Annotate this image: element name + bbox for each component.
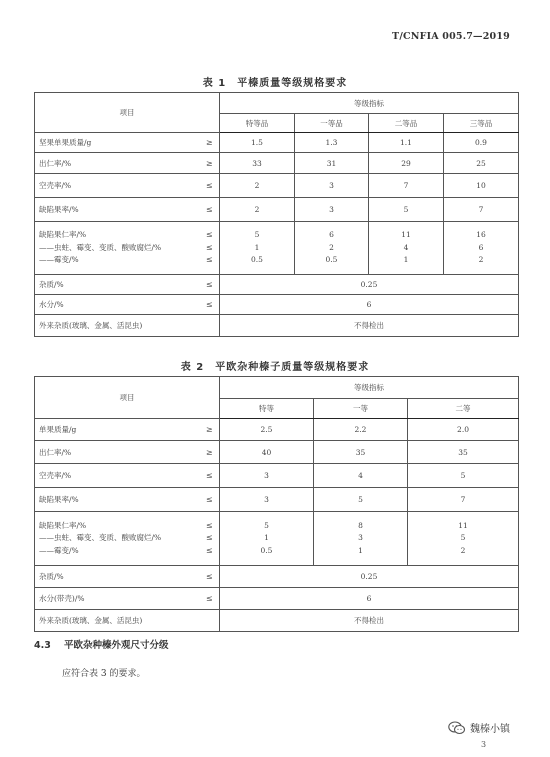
table2-head-item: 项目 [35,377,220,419]
table-cell: 2 [460,545,466,555]
comparison-symbol: ≥ [200,419,220,441]
comparison-symbol: ≤ [200,464,220,488]
table-row [35,198,519,222]
table-cell: 1 [264,533,269,543]
table-row [35,275,519,295]
table-cell: 0.5 [251,255,263,265]
row-label: 水分/% [35,295,200,315]
table-cell: 35 [408,441,519,464]
comparison-symbol: ≤ [200,198,220,222]
table-cell: 3 [358,533,363,543]
table1 [34,92,519,337]
table-cell: 2 [220,198,295,222]
table-cell: 0.25 [220,566,519,588]
section-number: 4.3 [34,640,51,651]
comparison-symbol: ≤ [205,545,213,555]
comparison-symbol: ≤ [205,533,213,543]
table-row [35,610,519,632]
table-row [35,295,519,315]
table1-head-item: 项目 [35,93,220,133]
table-cell: 2.2 [314,419,408,441]
table-cell: 0.25 [220,275,519,295]
table-cell: 5 [408,464,519,488]
table1-title: 表 1 平榛质量等级规格要求 [202,78,348,89]
table-cell: 不得检出 [220,610,519,632]
table-cell: 35 [314,441,408,464]
table-cell: 7 [444,198,519,222]
table-row [35,174,519,198]
table-cell: 8 [358,520,363,530]
row-label: 缺陷果率/% [35,198,200,222]
table2-grade: 一等 [314,399,408,419]
table-row [35,488,519,512]
table-cell: 2.5 [220,419,314,441]
comparison-symbol: ≥ [200,153,220,174]
comparison-symbol: ≤ [200,488,220,512]
row-label: ——虫蛀、霉变、变质、酸败腐烂/% [39,533,162,543]
comparison-symbol: ≤ [200,295,220,315]
table-cell: 6 [478,242,484,252]
table-cell: 2 [329,242,334,252]
row-label: 出仁率/% [35,153,200,174]
comparison-symbol: ≤ [205,520,213,530]
table-row-defect-kernel [35,512,519,566]
table-row [35,153,519,174]
table-cell: 10 [444,174,519,198]
table-cell: 7 [369,174,444,198]
table1-grade: 三等品 [444,114,519,133]
comparison-symbol: ≥ [200,441,220,464]
table-cell: 5 [460,533,466,543]
table-cell: 16 [476,230,486,240]
row-label: 坚果单果质量/g [35,133,200,153]
table-cell: 1.1 [369,133,444,153]
row-label: 出仁率/% [35,441,200,464]
watermark-text: 魏榛小镇 [470,724,510,735]
comparison-symbol: ≤ [205,242,213,252]
comparison-symbol: ≤ [205,230,213,240]
table-cell: 6 [220,588,519,610]
table-cell: 0.9 [444,133,519,153]
table-cell: 6 [220,295,519,315]
table-cell: 2.0 [408,419,519,441]
table-cell: 3 [295,198,369,222]
table-cell: 3 [295,174,369,198]
table-cell: 33 [220,153,295,174]
row-label: 杂质/% [35,275,200,295]
table-cell: 11 [401,230,411,240]
page-number: 3 [481,740,487,749]
table-cell: 4 [314,464,408,488]
table-cell: 1 [254,242,260,252]
comparison-symbol: ≤ [205,255,213,265]
comparison-symbol: ≤ [200,588,220,610]
comparison-symbol: ≤ [200,566,220,588]
table1-grade: 二等品 [369,114,444,133]
table-row [35,566,519,588]
table-row-defect-kernel [35,222,519,275]
row-label: ——虫蛀、霉变、变质、酸败腐烂/% [39,242,162,252]
table2 [34,376,519,632]
table-cell: 6 [329,230,334,240]
watermark [448,720,510,735]
table-cell: 31 [295,153,369,174]
row-label: ——霉变/% [39,545,79,555]
comparison-symbol: ≤ [200,174,220,198]
table-cell: 2 [220,174,295,198]
table1-head-group: 等级指标 [220,93,519,114]
table-cell: 5 [264,520,269,530]
table-cell: 4 [403,242,409,252]
standard-number: T/CNFIA 005.7—2019 [392,31,510,42]
table-row [35,315,519,337]
wechat-icon [448,721,466,735]
table1-grade: 特等品 [220,114,295,133]
table-cell: 5 [369,198,444,222]
table-cell: 40 [220,441,314,464]
table-cell: 7 [408,488,519,512]
table-row [35,464,519,488]
table-row [35,588,519,610]
table-cell: 5 [254,230,260,240]
table-cell: 1.5 [220,133,295,153]
row-label: 空壳率/% [35,174,200,198]
paragraph: 应符合表 3 的要求。 [62,669,146,679]
table-cell: 1 [358,545,363,555]
table-cell: 29 [369,153,444,174]
row-label: 空壳率/% [35,464,200,488]
table-cell: 3 [220,464,314,488]
table-cell: 2 [478,255,484,265]
table-cell: 1 [403,255,409,265]
table-cell: 5 [314,488,408,512]
row-label: 水分(带壳)/% [35,588,200,610]
table-cell: 3 [220,488,314,512]
row-label: 缺陷果仁率/% [39,230,87,240]
section-title: 平欧杂种榛外观尺寸分级 [64,640,169,651]
row-label: 缺陷果率/% [35,488,200,512]
table-row [35,419,519,441]
row-label: 外来杂质(玻璃、金属、活昆虫) [35,610,220,632]
table2-title: 表 2 平欧杂种榛子质量等级规格要求 [180,362,370,373]
table1-grade: 一等品 [295,114,369,133]
table-cell: 0.5 [325,255,338,265]
table-row [35,133,519,153]
row-label: 缺陷果仁率/% [39,520,87,530]
table-cell: 25 [444,153,519,174]
table-cell: 11 [458,520,468,530]
comparison-symbol: ≤ [200,275,220,295]
comparison-symbol: ≥ [200,133,220,153]
row-label: 外来杂质(玻璃、金属、活昆虫) [35,315,220,337]
table2-grade: 特等 [220,399,314,419]
row-label: 杂质/% [35,566,200,588]
table2-grade: 二等 [408,399,519,419]
table-row [35,441,519,464]
table-cell: 0.5 [260,545,273,555]
table-cell: 不得检出 [220,315,519,337]
row-label: 单果质量/g [35,419,200,441]
section-heading [34,637,169,651]
table2-head-group: 等级指标 [220,377,519,399]
table-cell: 1.3 [295,133,369,153]
row-label: ——霉变/% [39,255,79,265]
